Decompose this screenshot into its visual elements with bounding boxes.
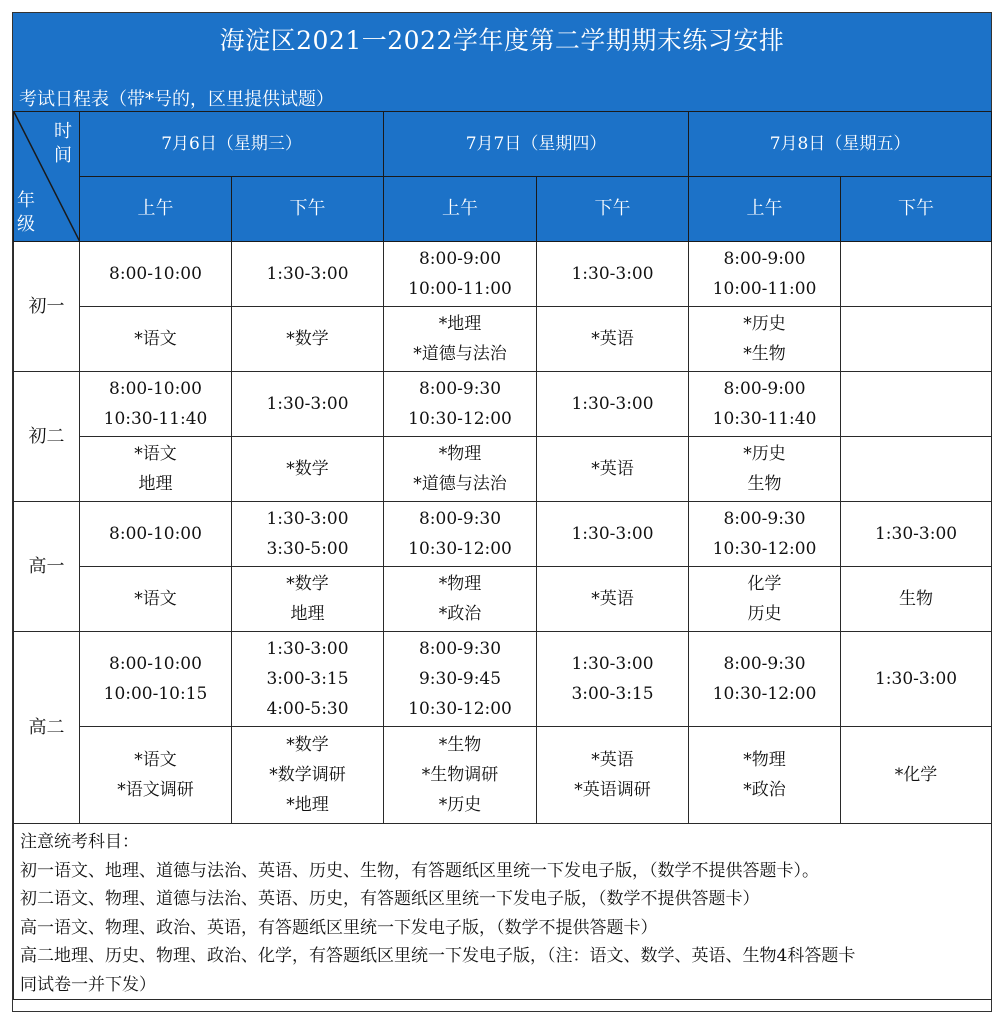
grade-label-cell: 初二 <box>14 372 80 502</box>
subject-name: *语文 <box>134 589 177 609</box>
time-row <box>14 502 992 567</box>
subject-cell <box>80 727 232 824</box>
time-slot: 8:00-9:00 <box>723 379 806 399</box>
time-cell <box>384 242 537 307</box>
subject-name: *语文 <box>134 750 177 770</box>
time-slot: 1:30-3:00 <box>571 264 654 284</box>
subject-name: 生物 <box>899 589 934 609</box>
time-slot: 1:30-3:00 <box>874 669 958 689</box>
time-slot: 3:00-3:15 <box>571 684 654 704</box>
notes-row <box>14 824 992 1000</box>
time-cell <box>232 242 384 307</box>
time-cell <box>689 502 841 567</box>
subject-name: *生物 <box>743 344 786 364</box>
time-slot: 8:00-10:00 <box>109 379 202 399</box>
note-line: 同试卷一并下发） <box>20 974 156 995</box>
subject-name: *英语调研 <box>574 780 651 800</box>
subject-name: *历史 <box>743 444 786 464</box>
time-slot: 1:30-3:00 <box>266 639 349 659</box>
time-cell <box>384 372 537 437</box>
time-cell <box>689 632 841 727</box>
date-header: 7月8日（星期五） <box>689 112 992 177</box>
note-line: 高二地理、历史、物理、政治、化学，有答题纸区里统一下发电子版，（注：语文、数学、英语、生物4科答题卡 <box>20 946 856 966</box>
subject-cell <box>689 437 841 502</box>
subject-row <box>14 567 992 632</box>
subject-name: *生物 <box>438 735 482 755</box>
time-cell <box>537 502 689 567</box>
time-slot: 8:00-10:00 <box>109 524 202 544</box>
subject-name: *语文 <box>134 444 177 464</box>
time-cell <box>384 632 537 727</box>
time-slot: 9:30-9:45 <box>418 669 502 689</box>
period-header: 下午 <box>841 177 992 242</box>
period-header-row <box>14 177 992 242</box>
grade-label-char: 年 <box>17 190 35 211</box>
subject-cell <box>537 727 689 824</box>
time-cell <box>537 242 689 307</box>
subject-name: *政治 <box>743 780 786 800</box>
time-slot: 10:30-12:00 <box>712 539 817 559</box>
period-header: 上午 <box>384 177 537 242</box>
time-slot: 8:00-10:00 <box>109 264 202 284</box>
time-slot: 10:00-10:15 <box>103 684 208 704</box>
subject-cell <box>80 437 232 502</box>
time-slot: 8:00-9:30 <box>418 639 502 659</box>
time-slot: 8:00-9:30 <box>418 379 502 399</box>
subject-name: *英语 <box>591 459 634 479</box>
note-line: 初一语文、地理、道德与法治、英语、历史、生物，有答题纸区里统一下发电子版，（数学不提供答题卡）。 <box>20 860 819 881</box>
subject-cell <box>689 307 841 372</box>
subject-cell <box>232 567 384 632</box>
subject-cell <box>841 307 992 372</box>
period-header: 上午 <box>689 177 841 242</box>
period-header: 下午 <box>537 177 689 242</box>
time-slot: 8:00-9:00 <box>723 249 806 269</box>
subject-cell <box>384 437 537 502</box>
time-cell <box>384 502 537 567</box>
subject-name: *数学 <box>286 735 329 755</box>
time-cell <box>537 632 689 727</box>
subject-cell <box>384 567 537 632</box>
time-label <box>53 120 73 168</box>
time-slot: 8:00-9:30 <box>418 509 502 529</box>
grade-label-cell: 初一 <box>14 242 80 372</box>
subject-name: *数学 <box>286 574 329 594</box>
time-slot: 3:30-5:00 <box>266 539 349 559</box>
subject-name: *数学调研 <box>269 765 346 785</box>
grade-label-cell: 高一 <box>14 502 80 632</box>
time-slot: 10:30-11:40 <box>712 409 817 429</box>
subject-name: *物理 <box>438 574 482 594</box>
subject-row <box>14 437 992 502</box>
time-slot: 1:30-3:00 <box>266 509 349 529</box>
corner-header-cell <box>14 112 80 242</box>
time-slot: 10:30-12:00 <box>408 409 512 429</box>
grade-label-cell: 高二 <box>14 632 80 824</box>
date-header-row <box>14 112 992 177</box>
time-slot: 1:30-3:00 <box>571 654 654 674</box>
time-slot: 1:30-3:00 <box>571 524 654 544</box>
subject-cell <box>537 567 689 632</box>
time-cell <box>232 502 384 567</box>
time-slot: 8:00-10:00 <box>109 654 202 674</box>
time-slot: 8:00-9:30 <box>723 509 806 529</box>
subject-cell <box>689 567 841 632</box>
exam-schedule-table <box>13 111 992 1000</box>
subject-name: *地理 <box>286 795 329 815</box>
subject-cell <box>232 307 384 372</box>
subject-name: *物理 <box>743 750 786 770</box>
time-slot: 10:00-11:00 <box>408 279 512 299</box>
time-slot: 10:30-12:00 <box>712 684 817 704</box>
date-header: 7月6日（星期三） <box>80 112 384 177</box>
time-cell <box>80 632 232 727</box>
time-slot: 1:30-3:00 <box>266 264 349 284</box>
time-slot: 1:30-3:00 <box>571 394 654 414</box>
time-cell <box>689 372 841 437</box>
grade-label-char: 级 <box>17 214 35 235</box>
subject-cell <box>384 727 537 824</box>
subject-cell <box>689 727 841 824</box>
note-line: 注意统考科目： <box>20 832 139 852</box>
time-cell <box>841 372 992 437</box>
subject-cell <box>232 727 384 824</box>
time-slot: 1:30-3:00 <box>874 524 958 544</box>
time-cell <box>80 372 232 437</box>
time-cell <box>689 242 841 307</box>
time-slot: 1:30-3:00 <box>266 394 349 414</box>
subject-name: *道德与法治 <box>413 344 507 364</box>
note-line: 高一语文、物理、政治、英语，有答题纸区里统一下发电子版，（数学不提供答题卡） <box>20 917 658 938</box>
time-cell <box>841 502 992 567</box>
time-label-char: 间 <box>54 145 72 166</box>
subject-name: *地理 <box>438 314 482 334</box>
subject-name: *道德与法治 <box>413 474 507 494</box>
grade-label <box>16 189 36 237</box>
time-row <box>14 632 992 727</box>
schedule-sheet <box>12 12 992 1012</box>
notes-cell <box>14 824 992 1000</box>
time-slot: 10:30-11:40 <box>103 409 208 429</box>
subject-name: *数学 <box>286 329 329 349</box>
period-header: 上午 <box>80 177 232 242</box>
subject-cell <box>537 437 689 502</box>
subject-name: *历史 <box>438 795 482 815</box>
subject-name: *历史 <box>743 314 786 334</box>
time-cell <box>80 502 232 567</box>
subject-cell <box>384 307 537 372</box>
time-cell <box>841 242 992 307</box>
time-slot: 10:30-12:00 <box>408 699 512 719</box>
subject-row <box>14 307 992 372</box>
subject-name: 历史 <box>747 604 782 624</box>
subject-cell <box>80 307 232 372</box>
note-line: 初二语文、物理、道德与法治、英语、历史，有答题纸区里统一下发电子版，（数学不提供答题卡） <box>20 889 760 909</box>
subject-name: *数学 <box>286 459 329 479</box>
time-row <box>14 242 992 307</box>
time-slot: 8:00-9:30 <box>723 654 806 674</box>
subject-name: *英语 <box>591 329 634 349</box>
subject-name: *生物调研 <box>421 765 499 785</box>
time-slot: 3:00-3:15 <box>266 669 349 689</box>
time-cell <box>232 632 384 727</box>
subject-row <box>14 727 992 824</box>
subject-name: *化学 <box>894 765 938 785</box>
subject-cell <box>80 567 232 632</box>
subject-name: *政治 <box>438 604 482 624</box>
subject-name: *语文 <box>134 329 177 349</box>
time-slot: 8:00-9:00 <box>418 249 502 269</box>
time-cell <box>537 372 689 437</box>
subject-cell <box>841 437 992 502</box>
date-header: 7月7日（星期四） <box>384 112 689 177</box>
subject-cell <box>232 437 384 502</box>
subject-name: 地理 <box>138 474 173 494</box>
time-slot: 10:30-12:00 <box>408 539 512 559</box>
time-cell <box>841 632 992 727</box>
subtitle: 考试日程表（带*号的，区里提供试题） <box>19 89 334 110</box>
time-cell <box>80 242 232 307</box>
time-row <box>14 372 992 437</box>
time-slot: 10:00-11:00 <box>712 279 817 299</box>
subject-cell <box>841 567 992 632</box>
title-bar <box>13 13 991 111</box>
time-label-char: 时 <box>54 121 72 142</box>
subject-cell <box>841 727 992 824</box>
time-slot: 4:00-5:30 <box>266 699 349 719</box>
subject-name: *英语 <box>591 589 634 609</box>
period-header: 下午 <box>232 177 384 242</box>
subject-name: *物理 <box>438 444 482 464</box>
subject-name: 生物 <box>747 474 782 494</box>
subject-name: *语文调研 <box>117 780 194 800</box>
subject-name: *英语 <box>591 750 634 770</box>
subject-name: 地理 <box>290 604 325 624</box>
time-cell <box>232 372 384 437</box>
subject-name: 化学 <box>747 574 782 594</box>
page-title: 海淀区2021一2022学年度第二学期期末练习安排 <box>219 26 785 55</box>
subject-cell <box>537 307 689 372</box>
